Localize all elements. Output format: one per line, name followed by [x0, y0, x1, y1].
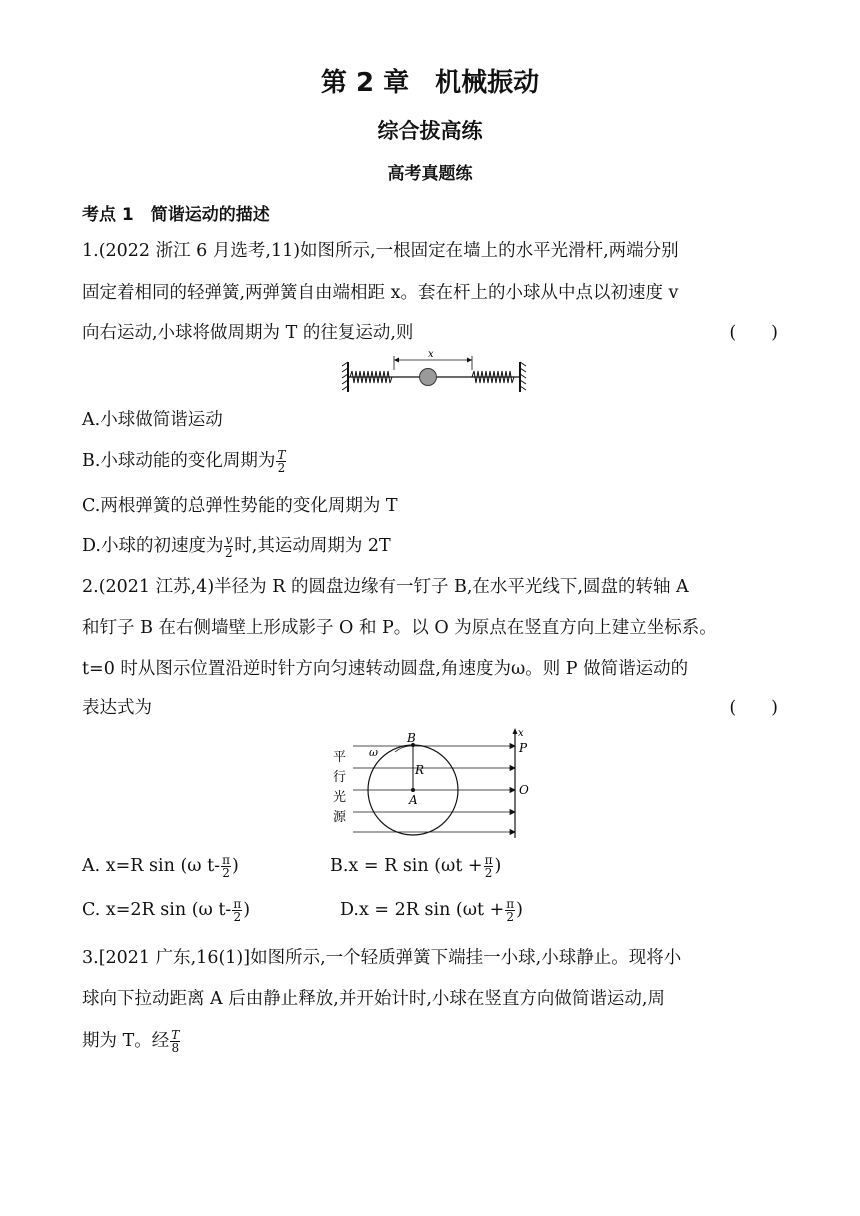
q1-option-d: D.小球的初速度为 $\frac{v}{2}$ 时,其运动周期为 2T	[82, 533, 391, 560]
q3-line3: 期为 T。经 $\frac{T}{8}$	[82, 1028, 180, 1055]
q1-option-b: B.小球动能的变化周期为 $\frac{T}{2}$	[82, 448, 286, 475]
q2-line4: 表达式为	[82, 698, 152, 718]
q1-option-a: A.小球做简谐运动	[82, 410, 223, 430]
svg-text:A: A	[409, 793, 418, 807]
chapter-title: 第 2 章 机械振动	[320, 68, 540, 98]
ball	[420, 369, 437, 386]
q2-option-d: D.x = 2R sin (ωt + $\frac{\pi}{2}$ )	[340, 897, 523, 924]
topic-heading: 考点 1 简谐运动的描述	[82, 205, 270, 225]
q2-line2: 和钉子 B 在右侧墙壁上形成影子 O 和 P。以 O 为原点在竖直方向上建立坐标系。	[82, 618, 717, 638]
q1-figure	[340, 348, 530, 394]
q2-option-a: A. x=R sin (ω t- $\frac{\pi}{2}$ )	[82, 853, 239, 880]
q3-line2: 球向下拉动距离 A 后由静止释放,并开始计时,小球在竖直方向做简谐运动,周	[82, 989, 665, 1009]
svg-text:R: R	[415, 763, 425, 777]
q2-figure	[325, 726, 540, 841]
q1-line1: 1.(2022 浙江 6 月选考,11)如图所示,一根固定在墙上的水平光滑杆,两端分别	[82, 241, 679, 261]
q2-line3: t=0 时从图示位置沿逆时针方向匀速转动圆盘,角速度为ω。则 P 做简谐运动的	[82, 659, 689, 679]
q1-answer-bracket: ( )	[729, 323, 778, 343]
svg-text:x: x	[518, 728, 524, 739]
q1-option-c: C.两根弹簧的总弹性势能的变化周期为 T	[82, 496, 398, 516]
q1-line3: 向右运动,小球将做周期为 T 的往复运动,则	[82, 323, 414, 343]
svg-text:光: 光	[333, 790, 347, 805]
q2-option-c: C. x=2R sin (ω t- $\frac{\pi}{2}$ )	[82, 897, 251, 924]
svg-text:O: O	[519, 783, 529, 797]
q1-line2: 固定着相同的轻弹簧,两弹簧自由端相距 x。套在杆上的小球从中点以初速度 v	[82, 283, 679, 303]
svg-text:平: 平	[333, 750, 347, 765]
q3-line1: 3.[2021 广东,16(1)]如图所示,一个轻质弹簧下端挂一小球,小球静止。现将小	[82, 948, 682, 968]
q2-answer-bracket: ( )	[729, 698, 778, 718]
section-heading: 高考真题练	[387, 164, 473, 184]
q2-option-b: B.x = R sin (ωt + $\frac{\pi}{2}$ )	[330, 853, 502, 880]
q2-line1: 2.(2021 江苏,4)半径为 R 的圆盘边缘有一钉子 B,在水平光线下,圆盘的转轴 A	[82, 577, 689, 597]
svg-text:行: 行	[333, 770, 347, 785]
svg-text:源: 源	[333, 810, 347, 825]
svg-text:B: B	[407, 731, 416, 745]
subtitle: 综合拔高练	[377, 119, 483, 143]
svg-text:P: P	[519, 741, 528, 755]
q1-x-label: x	[428, 349, 434, 360]
svg-text:ω: ω	[369, 746, 378, 759]
